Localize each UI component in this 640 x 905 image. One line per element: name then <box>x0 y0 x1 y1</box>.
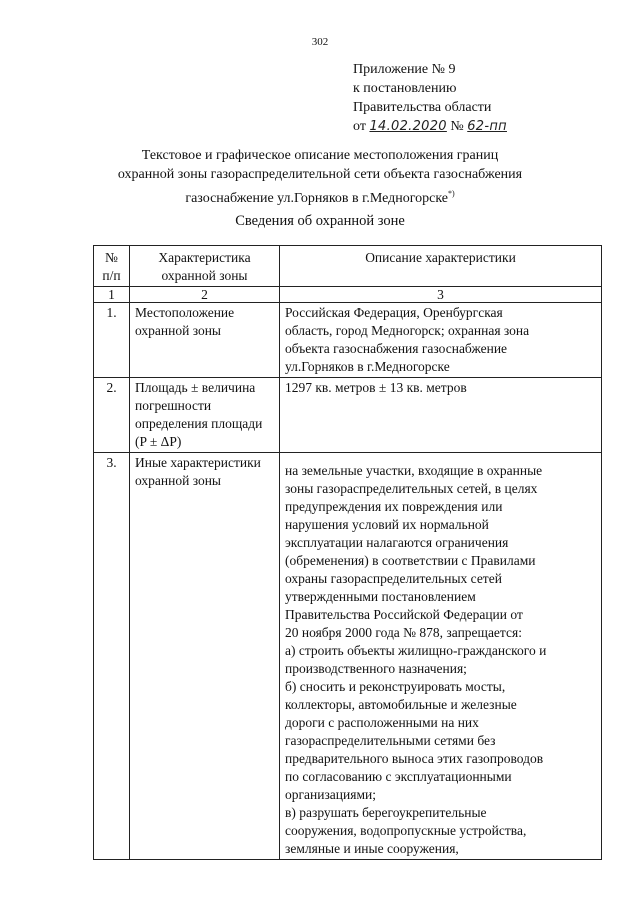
date-prefix: от <box>353 119 366 134</box>
protection-zone-table <box>93 245 602 860</box>
title-line: Текстовое и графическое описание местоположения границ <box>141 148 499 163</box>
description-line: а) строить объекты жилищно-гражданского и <box>285 643 547 658</box>
description-line: по согласованию с эксплуатационными <box>285 769 512 784</box>
header-num: № п/п <box>94 246 130 287</box>
table-header-row <box>94 246 602 287</box>
description-line: Российская Федерация, Оренбургская <box>285 305 503 320</box>
description-line: 20 ноября 2000 года № 878, запрещается: <box>285 625 522 640</box>
row-description <box>280 303 602 378</box>
header-characteristic: Характеристика охранной зоны <box>130 246 280 287</box>
page-number: 302 <box>311 36 329 48</box>
row-characteristic: Иные характеристики охранной зоны <box>130 453 280 860</box>
description-line: сооружения, водопропускные устройства, <box>285 823 527 838</box>
table-row <box>94 453 602 860</box>
description-line: на земельные участки, входящие в охранные <box>285 463 543 478</box>
row-description <box>280 378 602 453</box>
description-line: охраны газораспределительных сетей <box>285 571 502 586</box>
description-line: организациями; <box>285 787 376 802</box>
section-title: Сведения об охранной зоне <box>235 213 405 229</box>
row-characteristic: Площадь ± величина погрешности определения площади (P ± ΔP) <box>130 378 280 453</box>
header-description: Описание характеристики <box>280 246 602 287</box>
description-line: дороги с расположенными на них <box>285 715 479 730</box>
description-line: в) разрушать берегоукрепительные <box>285 805 487 820</box>
document-title <box>60 146 580 208</box>
description-line: предварительного выноса этих газопроводов <box>285 751 544 766</box>
column-number: 2 <box>130 287 280 303</box>
description-line: нарушения условий их нормальной <box>285 517 489 532</box>
description-line: (обременения) в соответствии с Правилами <box>285 553 536 568</box>
row-num: 2. <box>94 378 130 453</box>
description-line: предупреждения их повреждения или <box>285 499 503 514</box>
description-line: эксплуатации налагаются ограничения <box>285 535 509 550</box>
row-characteristic: Местоположение охранной зоны <box>130 303 280 378</box>
title-line-text: газоснабжение ул.Горняков в г.Медногорске <box>185 191 448 206</box>
number-prefix: № <box>450 119 464 134</box>
column-number: 3 <box>280 287 602 303</box>
footnote-mark: *) <box>448 189 455 198</box>
description-line: зоны газораспределительных сетей, в целях <box>285 481 538 496</box>
appendix-line: к постановлению <box>353 81 457 96</box>
description-line: б) сносить и реконструировать мосты, <box>285 679 506 694</box>
table-row <box>94 378 602 453</box>
title-line: охранной зоны газораспределительной сети объекта газоснабжения <box>117 167 523 182</box>
description-line: Правительства Российской Федерации от <box>285 607 523 622</box>
appendix-line: Правительства области <box>353 100 492 115</box>
appendix-date-line <box>353 117 507 136</box>
handwritten-date: 14.02.2020 <box>369 119 447 134</box>
column-number-row <box>94 287 602 303</box>
appendix-line: Приложение № 9 <box>353 62 456 77</box>
description-line: объекта газоснабжения газоснабжение <box>285 341 508 356</box>
row-num: 1. <box>94 303 130 378</box>
description-line: область, город Медногорск; охранная зона <box>285 323 530 338</box>
title-line <box>60 184 580 208</box>
description-line: коллекторы, автомобильные и железные <box>285 697 517 712</box>
description-line: утвержденными постановлением <box>285 589 476 604</box>
row-description <box>280 453 602 860</box>
description-line: производственного назначения; <box>285 661 467 676</box>
handwritten-number: 62-пп <box>467 119 507 134</box>
appendix-block <box>353 60 507 136</box>
row-num: 3. <box>94 453 130 860</box>
column-number: 1 <box>94 287 130 303</box>
description-line: земляные и иные сооружения, <box>285 841 459 856</box>
table-row <box>94 303 602 378</box>
description-line: газораспределительными сетями без <box>285 733 496 748</box>
description-line: 1297 кв. метров ± 13 кв. метров <box>285 380 467 395</box>
description-line: ул.Горняков в г.Медногорске <box>285 359 450 374</box>
